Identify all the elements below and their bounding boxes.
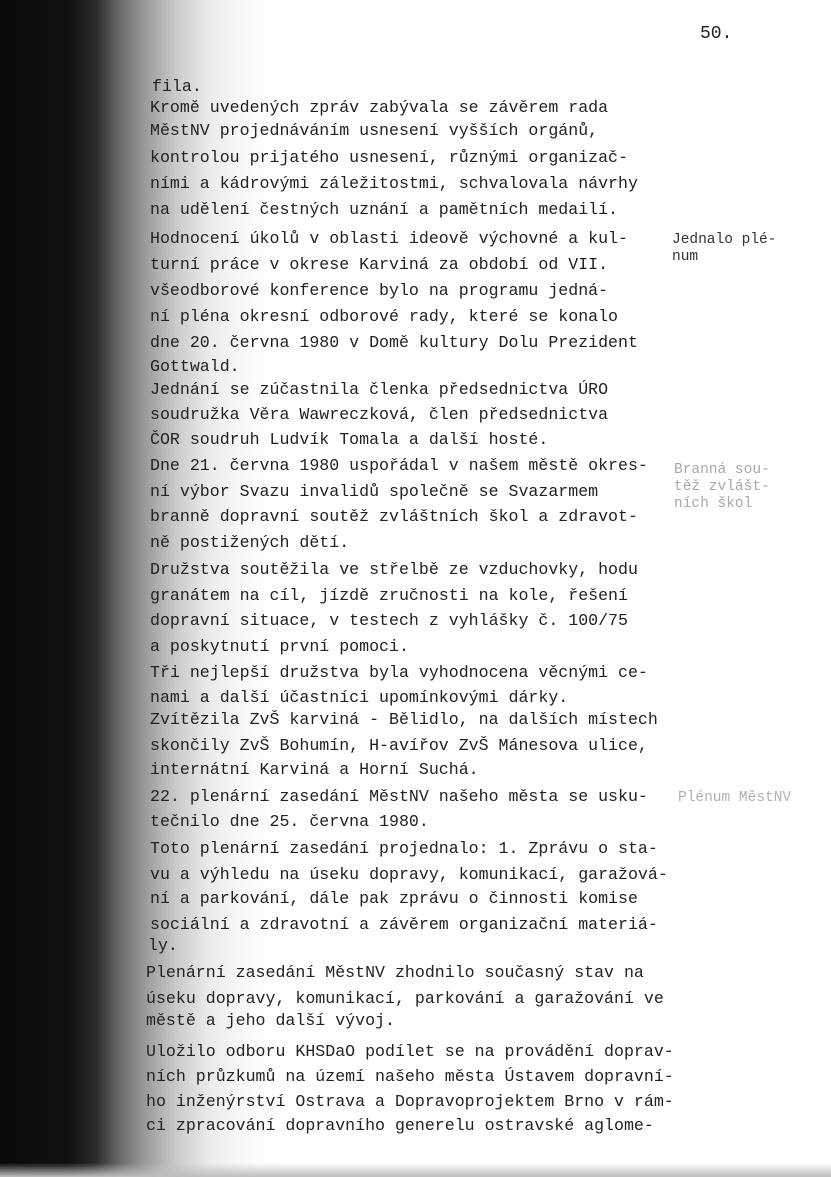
text-line: Uložilo odboru KHSDaO podílet se na provádění doprav- (146, 1042, 674, 1061)
text-line: Gottwald. (150, 357, 240, 376)
text-line: ho inženýrství Ostrava a Dopravoprojektem Brno v rám- (146, 1092, 674, 1111)
text-line: Kromě uvedených zpráv zabývala se závěrem rada (150, 98, 609, 117)
text-line: internátní Karviná a Horní Suchá. (150, 760, 479, 779)
text-line: Družstva soutěžila ve střelbě ze vzduchovky, hodu (150, 560, 638, 579)
text-line: turní práce v okrese Karviná za období od VII. (150, 255, 609, 274)
text-line: ly. (148, 936, 178, 955)
text-line: Tři nejlepší družstva byla vyhodnocena věcnými ce- (150, 663, 648, 682)
text-line: ci zpracování dopravního generelu ostravské aglome- (146, 1116, 654, 1135)
text-line: 22. plenární zasedání MěstNV našeho města se usku- (150, 787, 648, 806)
text-line: ČOR soudruh Ludvík Tomala a další hosté. (150, 430, 549, 449)
text-line: sociální a zdravotní a závěrem organizační materiá- (150, 915, 658, 934)
text-line: kontrolou prijatého usnesení, různými organizač- (150, 148, 628, 167)
text-line: tečnilo dne 25. června 1980. (150, 812, 429, 831)
text-line: městě a jeho další vývoj. (146, 1011, 395, 1030)
text-line: MěstNV projednáváním usnesení vyšších orgánů, (150, 121, 599, 140)
text-line: ně postižených dětí. (150, 533, 350, 552)
page-number: 50. (700, 24, 733, 44)
text-line: Hodnocení úkolů v oblasti ideově výchovné a kul- (150, 229, 628, 248)
text-line: na udělení čestných uznání a pamětních medailí. (150, 200, 619, 219)
text-line: ními a kádrovými záležitostmi, schvalovala návrhy (150, 174, 638, 193)
text-line: ní výbor Svazu invalidů společně se Svazarmem (150, 482, 599, 501)
text-line: všeodborové konference bylo na programu jedná- (150, 281, 609, 300)
text-line: Dne 21. června 1980 uspořádal v našem městě okres- (150, 456, 648, 475)
text-line: Zvítězila ZvŠ karviná - Bělidlo, na dalších místech (150, 710, 658, 729)
text-line: úseku dopravy, komunikací, parkování a garažování ve (146, 989, 664, 1008)
text-line: ních průzkumů na území našeho města Ústavem dopravní- (146, 1067, 674, 1086)
margin-note: Jednalo plé- num (672, 232, 777, 265)
text-line: vu a výhledu na úseku dopravy, komunikací, garažová- (150, 865, 668, 884)
text-line: granátem na cíl, jízdě zručnosti na kole, řešení (150, 586, 628, 605)
margin-note: Plénum MěstNV (678, 790, 792, 806)
text-line: fila. (152, 77, 202, 96)
text-line: Jednání se zúčastnila členka předsednictva ÚRO (150, 380, 609, 399)
text-line: soudružka Věra Wawreczková, člen předsednictva (150, 405, 609, 424)
text-line: nami a další účastníci upomínkovými dárky. (150, 688, 569, 707)
text-line: dopravní situace, v testech z vyhlášky č. 100/75 (150, 611, 628, 630)
text-line: Toto plenární zasedání projednalo: 1. Zprávu o sta- (150, 839, 658, 858)
text-line: Plenární zasedání MěstNV zhodnilo současný stav na (146, 963, 644, 982)
text-line: dne 20. června 1980 v Domě kultury Dolu Prezident (150, 333, 638, 352)
text-line: a poskytnutí první pomoci. (150, 637, 409, 656)
text-line: ní a parkování, dále pak zprávu o činnosti komise (150, 889, 638, 908)
text-line: branně dopravní soutěž zvláštních škol a zdravot- (150, 507, 638, 526)
text-line: skončily ZvŠ Bohumín, H-avířov ZvŠ Mánesova ulice, (150, 736, 648, 755)
scan-shadow (0, 1163, 831, 1177)
text-line: ní pléna okresní odborové rady, které se konalo (150, 307, 619, 326)
margin-note: Branná sou- těž zvlášt- ních škol (674, 462, 770, 512)
